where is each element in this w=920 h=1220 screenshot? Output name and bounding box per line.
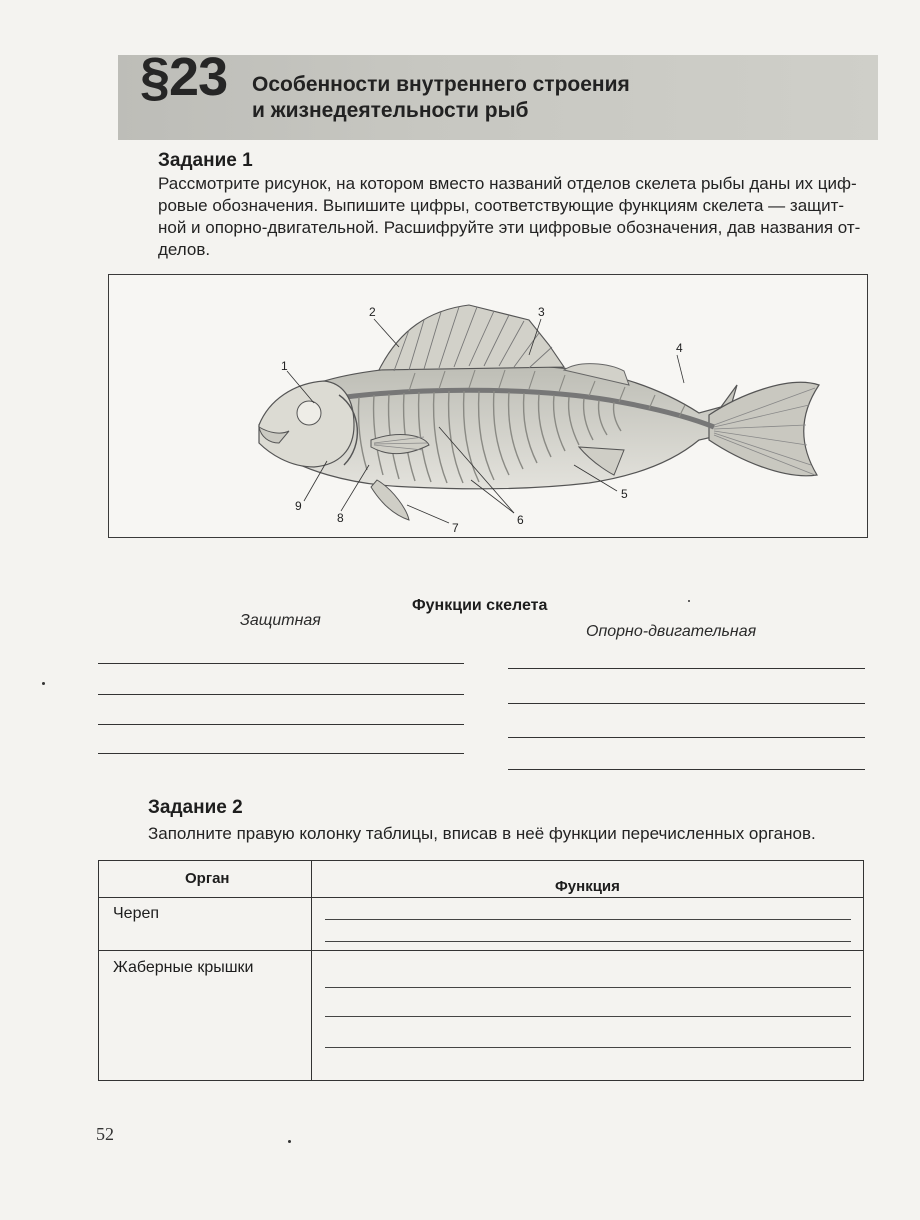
organ-column-header: Орган (185, 870, 230, 887)
function-answer-line[interactable] (325, 987, 851, 988)
task2-instruction: Заполните правую колонку таблицы, вписав в неё функции перечисленных органов. (148, 824, 816, 843)
organ-cell: Череп (113, 905, 160, 922)
function-column-header: Функция (555, 878, 620, 895)
function-answer-line[interactable] (325, 1047, 851, 1048)
header-divider (99, 897, 863, 898)
task1-heading: Задание 1 (158, 150, 253, 171)
scan-speck (42, 682, 45, 685)
figure-label-2: 2 (369, 305, 376, 319)
protective-answer-line[interactable] (98, 663, 464, 664)
locomotor-answer-line[interactable] (508, 668, 865, 669)
protective-answer-line[interactable] (98, 753, 464, 754)
task1-line: ной и опорно-двигательной. Расшифруйте эти цифровые обозначения, дав названия от- (158, 218, 861, 237)
fish-skeleton-drawing (109, 275, 867, 537)
figure-label-7: 7 (452, 521, 459, 535)
figure-label-1: 1 (281, 359, 288, 373)
paragraph-title (252, 72, 630, 124)
locomotor-answer-line[interactable] (508, 737, 865, 738)
organ-cell: Жаберные крышки (113, 959, 254, 976)
scan-speck (288, 1140, 291, 1143)
locomotor-answer-line[interactable] (508, 703, 865, 704)
figure-label-6: 6 (517, 513, 524, 527)
title-line-1: Особенности внутреннего строения (252, 73, 630, 96)
protective-heading: Защитная (240, 612, 321, 629)
figure-label-5: 5 (621, 487, 628, 501)
function-answer-line[interactable] (325, 941, 851, 942)
page-number: 52 (96, 1124, 114, 1144)
figure-label-9: 9 (295, 499, 302, 513)
task2-heading: Задание 2 (148, 797, 243, 818)
eye-orbit (297, 401, 321, 425)
task1-line: ровые обозначения. Выпишите цифры, соответствующие функциям скелета — защит- (158, 196, 845, 215)
function-answer-line[interactable] (325, 1016, 851, 1017)
task1-text (158, 173, 878, 261)
function-answer-line[interactable] (325, 919, 851, 920)
task1-line: Рассмотрите рисунок, на котором вместо названий отделов скелета рыбы даны их циф- (158, 174, 857, 193)
tail-fin (709, 382, 819, 475)
title-line-2: и жизнедеятельности рыб (252, 99, 529, 122)
functions-title: Функции скелета (412, 597, 548, 614)
organ-function-table (98, 860, 864, 1081)
figure-label-4: 4 (676, 341, 683, 355)
row-divider (99, 950, 863, 951)
locomotor-heading: Опорно-двигательная (586, 623, 757, 640)
locomotor-answer-line[interactable] (508, 769, 865, 770)
column-divider (311, 861, 312, 1080)
task1-line: делов. (158, 240, 211, 259)
scan-speck (688, 600, 690, 602)
fish-skeleton-figure (108, 274, 868, 538)
protective-answer-line[interactable] (98, 694, 464, 695)
paragraph-number: §23 (140, 47, 228, 107)
figure-label-3: 3 (538, 305, 545, 319)
protective-answer-line[interactable] (98, 724, 464, 725)
figure-label-8: 8 (337, 511, 344, 525)
